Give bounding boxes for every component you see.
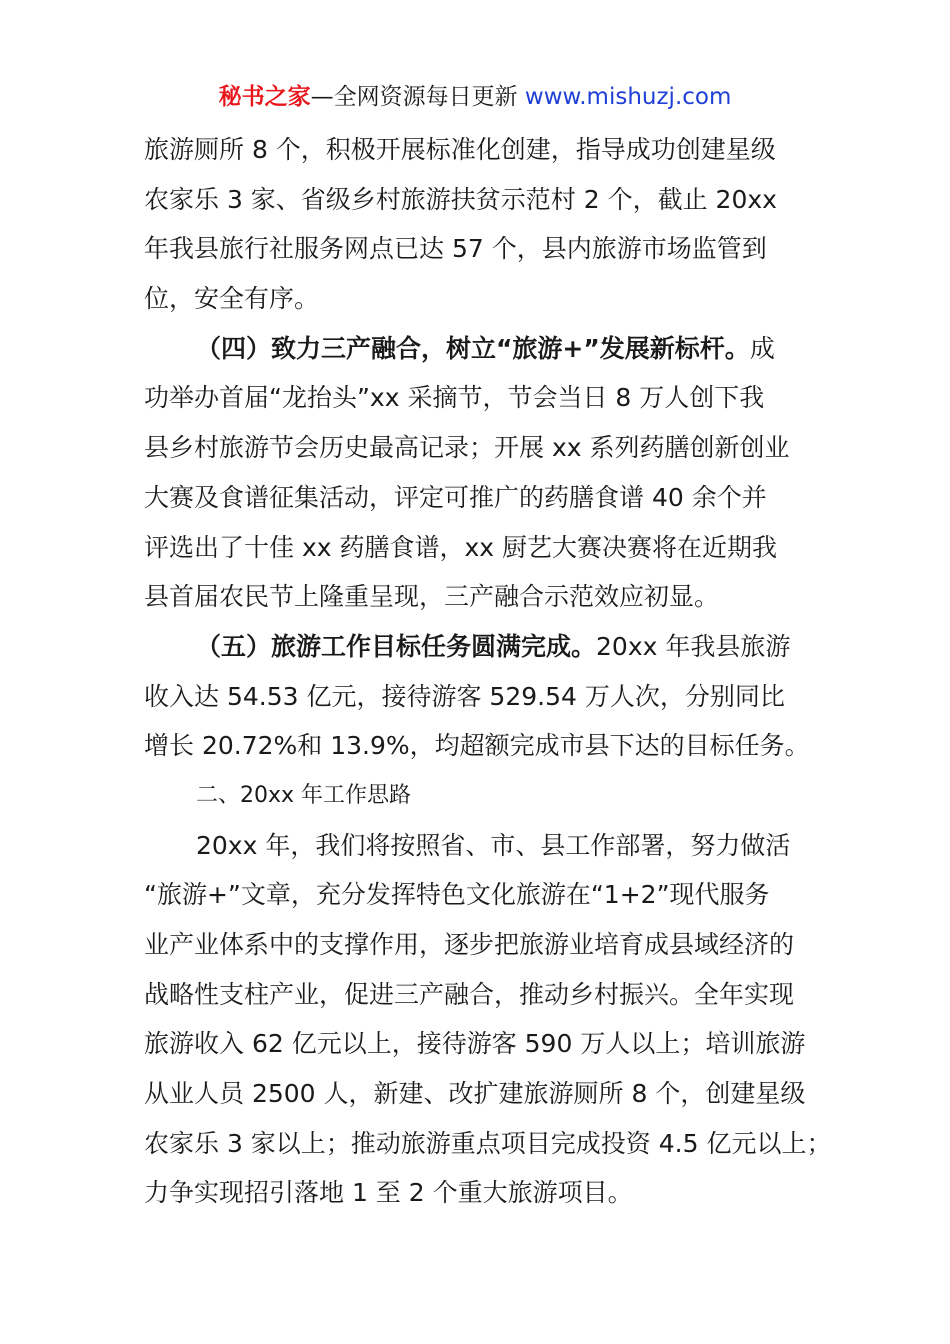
header-url-link[interactable]: www.mishuzj.com	[524, 84, 732, 110]
text-line: 年我县旅行社服务网点已达 57 个，县内旅游市场监管到	[144, 234, 767, 264]
paragraph-4	[144, 821, 864, 1219]
text-line: 功举办首届“龙抬头”xx 采摘节，节会当日 8 万人创下我	[144, 383, 765, 413]
heading-tail: 成	[749, 333, 775, 363]
text-line: 县乡村旅游节会历史最高记录；开展 xx 系列药膳创新创业	[144, 433, 790, 463]
section-title: 二、20xx 年工作思路	[196, 782, 412, 808]
document-body	[144, 125, 864, 1218]
text-line: 增长 20.72%和 13.9%，均超额完成市县下达的目标任务。	[144, 731, 810, 761]
header-brand: 秘书之家	[218, 84, 311, 110]
text-line: 农家乐 3 家以上；推动旅游重点项目完成投资 4.5 亿元以上；	[144, 1128, 832, 1158]
text-line: 旅游收入 62 亿元以上，接待游客 590 万人以上；培训旅游	[144, 1029, 806, 1059]
text-line: 位，安全有序。	[144, 284, 320, 314]
paragraph-2	[144, 324, 864, 622]
heading-tail: 20xx 年我县旅游	[596, 631, 791, 661]
text-line: 旅游厕所 8 个，积极开展标准化创建，指导成功创建星级	[144, 135, 776, 164]
text-line: 20xx 年，我们将按照省、市、县工作部署，努力做活	[196, 830, 791, 860]
text-line: 农家乐 3 家、省级乡村旅游扶贫示范村 2 个，截止 20xx	[144, 184, 777, 214]
paragraph-3	[144, 622, 864, 771]
paragraph-1	[144, 125, 864, 324]
paragraph-heading: （四）致力三产融合，树立“旅游+”发展新标杆。	[196, 333, 750, 363]
text-line: 评选出了十佳 xx 药膳食谱，xx 厨艺大赛决赛将在近期我	[144, 532, 778, 562]
text-line: 战略性支柱产业，促进三产融合，推动乡村振兴。全年实现	[144, 979, 795, 1009]
header-tagline: —全网资源每日更新	[310, 84, 518, 110]
text-line	[144, 622, 864, 672]
text-line: “旅游+”文章，充分发挥特色文化旅游在“1+2”现代服务	[144, 880, 770, 910]
text-line: 力争实现招引落地 1 至 2 个重大旅游项目。	[144, 1178, 633, 1208]
text-line: 收入达 54.53 亿元，接待游客 529.54 万人次，分别同比	[144, 681, 785, 711]
text-line	[144, 324, 864, 374]
text-line: 从业人员 2500 人，新建、改扩建旅游厕所 8 个，创建星级	[144, 1079, 806, 1109]
text-line: 县首届农民节上隆重呈现，三产融合示范效应初显。	[144, 582, 720, 612]
site-header	[0, 82, 950, 112]
text-line: 业产业体系中的支撑作用，逐步把旅游业培育成县域经济的	[144, 930, 795, 959]
paragraph-heading: （五）旅游工作目标任务圆满完成。	[196, 631, 597, 661]
text-line: 大赛及食谱征集活动，评定可推广的药膳食谱 40 余个并	[144, 482, 767, 512]
